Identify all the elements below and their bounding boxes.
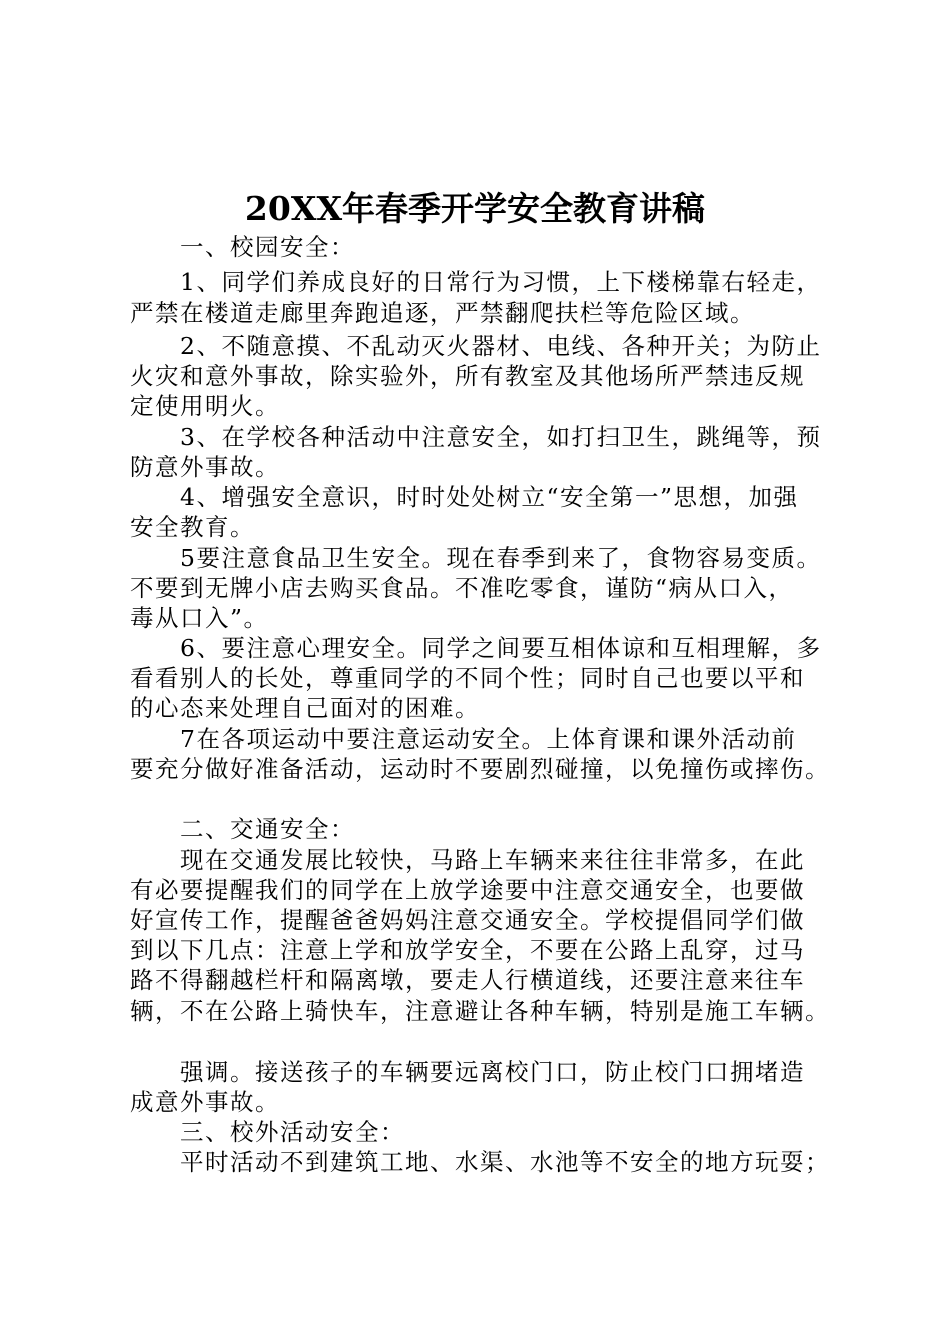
paragraph-line: 的心态来处理自己面对的困难。 xyxy=(130,694,480,722)
paragraph-line: 辆，不在公路上骑快车，注意避让各种车辆，特别是施工车辆。 xyxy=(130,997,830,1025)
paragraph-line: 严禁在楼道走廊里奔跑追逐，严禁翻爬扶栏等危险区域。 xyxy=(130,299,755,327)
paragraph-line: 强调。接送孩子的车辆要远离校门口，防止校门口拥堵造 xyxy=(180,1058,805,1086)
section-heading-outdoor: 三、校外活动安全： xyxy=(180,1118,405,1146)
paragraph-line: 5要注意食品卫生安全。现在春季到来了，食物容易变质。 xyxy=(180,544,822,572)
paragraph-line: 不要到无牌小店去购买食品。不准吃零食，谨防“病从口入， xyxy=(130,574,794,602)
paragraph-line: 好宣传工作，提醒爸爸妈妈注意交通安全。学校提倡同学们做 xyxy=(130,906,805,934)
section-heading-campus: 一、校园安全： xyxy=(180,233,355,261)
paragraph-line: 4、增强安全意识，时时处处树立“安全第一”思想，加强 xyxy=(180,483,799,511)
paragraph-line: 1、同学们养成良好的日常行为习惯，上下楼梯靠右轻走， xyxy=(180,268,822,296)
paragraph-line: 现在交通发展比较快，马路上车辆来来往往非常多，在此 xyxy=(180,846,805,874)
paragraph-line: 到以下几点：注意上学和放学安全，不要在公路上乱穿，过马 xyxy=(130,936,805,964)
paragraph-line: 路不得翻越栏杆和隔离墩，要走人行横道线，还要注意来往车 xyxy=(130,966,805,994)
section-heading-traffic: 二、交通安全： xyxy=(180,815,355,843)
paragraph-line: 安全教育。 xyxy=(130,513,255,541)
document-title: 20XX年春季开学安全教育讲稿 xyxy=(244,189,706,228)
paragraph-line: 防意外事故。 xyxy=(130,453,280,481)
paragraph-line: 2、不随意摸、不乱动灭火器材、电线、各种开关；为防止 xyxy=(180,332,822,360)
paragraph-line: 6、要注意心理安全。同学之间要互相体谅和互相理解，多 xyxy=(180,634,822,662)
paragraph-line: 看看别人的长处，尊重同学的不同个性；同时自己也要以平和 xyxy=(130,664,805,692)
paragraph-line: 毒从口入”。 xyxy=(130,604,269,632)
paragraph-line: 平时活动不到建筑工地、水渠、水池等不安全的地方玩耍； xyxy=(180,1148,830,1176)
paragraph-line: 要充分做好准备活动，运动时不要剧烈碰撞，以免撞伤或摔伤。 xyxy=(130,755,830,783)
paragraph-line: 7在各项运动中要注意运动安全。上体育课和课外活动前 xyxy=(180,725,797,753)
paragraph-line: 成意外事故。 xyxy=(130,1088,280,1116)
paragraph-line: 火灾和意外事故，除实验外，所有教室及其他场所严禁违反规 xyxy=(130,362,805,390)
paragraph-line: 定使用明火。 xyxy=(130,392,280,420)
paragraph-line: 有必要提醒我们的同学在上放学途要中注意交通安全，也要做 xyxy=(130,876,805,904)
paragraph-line: 3、在学校各种活动中注意安全，如打扫卫生，跳绳等，预 xyxy=(180,423,822,451)
